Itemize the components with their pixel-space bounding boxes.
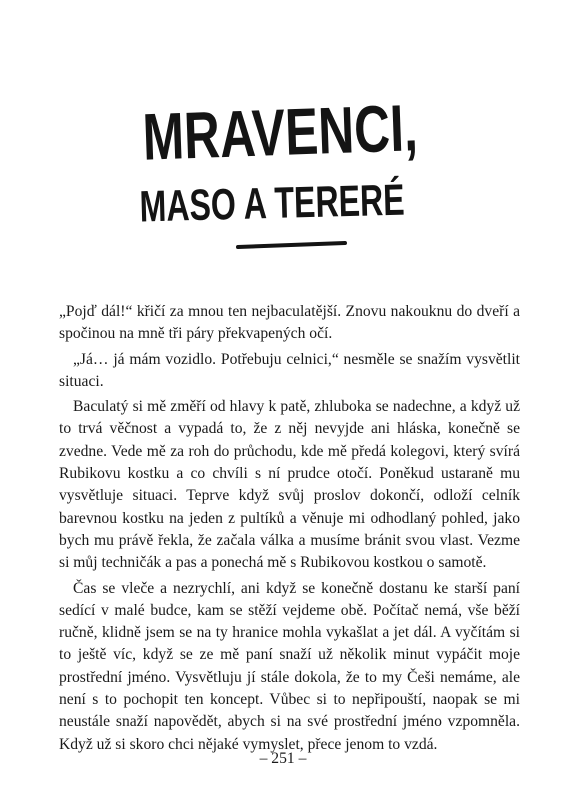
paragraph: Čas se vleče a nezrychlí, ani když se konečně dostanu ke starší paní sedící v malé budce, kam se stěží vejdeme obě. Počítač nemá, vše běží ručně, klidně jsem se na ty hranice mohla vykašlat a jet dál. A vyčítám si to ještě víc, když se ze mě paní snaží už několik minut vypáčit moje prostřední jméno. Vysvětluju jí stále dokola, že to my Češi nemáme, ale není s to pochopit ten koncept. Vůbec si to nepřipouští, naopak se mi neustále snaží napovědět, abych si na své prostřední jméno vzpomněla. Když už si skoro chci nějaké vymyslet, přece jenom to vzdá. bbox=[59, 579, 520, 753]
chapter-title bbox=[130, 60, 510, 260]
chapter-title-line2: MASO A TERERÉ bbox=[138, 172, 504, 232]
chapter-title-line1: MRAVENCI, bbox=[141, 87, 510, 174]
chapter-body bbox=[59, 301, 520, 759]
title-underline bbox=[238, 243, 345, 247]
paragraph: „Pojď dál!“ křičí za mnou ten nejbaculatější. Znovu nakouknu do dveří a spočinou na mně tři páry překvapených očí. bbox=[59, 303, 520, 343]
paragraph: „Já… já mám vozidlo. Potřebuju celnici,“ nesměle se snažím vysvětlit situaci. bbox=[59, 350, 520, 390]
paragraph: Baculatý si mě změří od hlavy k patě, zhluboka se nadechne, a když už to trvá věčnost a vypadá to, že z něj nevyjde ani hláska, konečně se zvedne. Vede mě za roh do průchodu, kde mě předá kolegovi, který svírá Rubikovu kostku a co chvíli s ní prudce otočí. Poněkud ustaraně mu vysvětluje situaci. Teprve když svůj proslov dokončí, odloží celník barevnou kostku na jeden z pultíků a věnuje mi odhodlaný pohled, jako bych mu právě řekla, že začala válka a musíme bránit svou vlast. Vezme si můj techničák a pas a ponechá mě s Rubikovou kostkou o samotě. bbox=[59, 398, 520, 572]
page-number: – 251 – bbox=[259, 750, 307, 767]
